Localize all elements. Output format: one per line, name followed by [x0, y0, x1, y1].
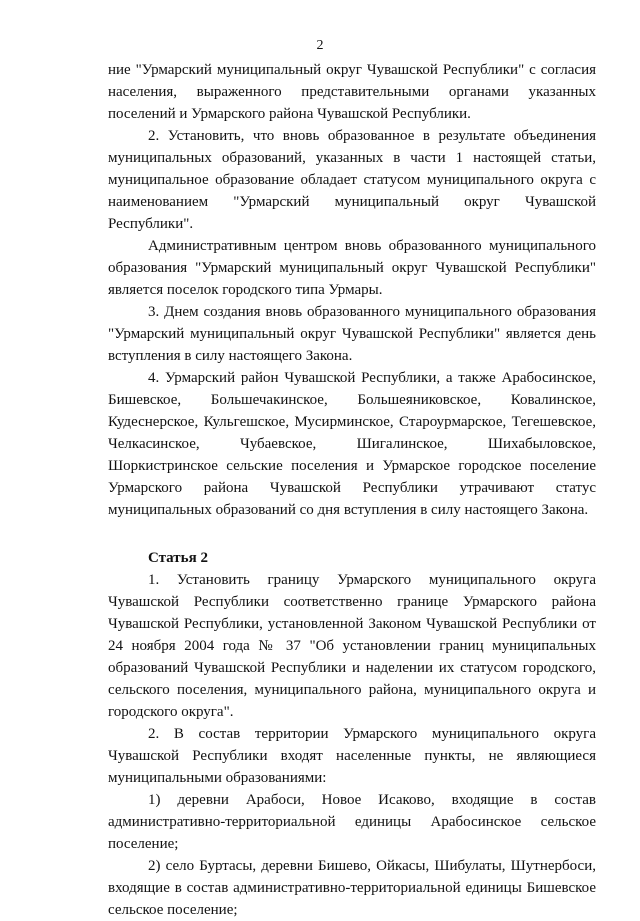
article-paragraph-2: 2. В состав территории Урмарского муниципального округа Чувашской Республики входят населенные пункты, не являющиеся муниципальными образованиями:	[108, 726, 596, 786]
article-list-item-2: 2) село Буртасы, деревни Бишево, Ойкасы, Шибулаты, Шутнербоси, входящие в состав административно-территориальной единицы Бишевское сельское поселение;	[108, 858, 596, 918]
document-body	[108, 59, 596, 921]
article-paragraph-1: 1. Установить границу Урмарского муниципального округа Чувашской Республики соответственно границе Урмарского района Чувашской Республики, установленной Законом Чувашской Республики от 24 ноября 2004 года № 37 "Об установлении границ муниципальных образований Чувашской Республики и наделении их статусом городского, сельского поселения, муниципального района, муниципального округа и городского округа".	[108, 572, 596, 720]
paragraph-clause-2: 2. Установить, что вновь образованное в результате объединения муниципальных образований, указанных в части 1 настоящей статьи, муниципальное образование обладает статусом муниципального округа с наименованием "Урмарский муниципальный округ Чувашской Республики".	[108, 128, 596, 232]
paragraph-continuation: ние "Урмарский муниципальный округ Чувашской Республики" с согласия населения, выраженного представительными органами указанных поселений и Урмарского района Чувашской Республики.	[108, 62, 596, 122]
paragraph-clause-4: 4. Урмарский район Чувашской Республики, а также Арабосинское, Бишевское, Большечакинское, Большеяниковское, Ковалинское, Кудеснерское, Кульгешское, Мусирминское, Староурмарское, Тегешевское, Челкасинское, Чубаевское, Шигалинское, Шихабыловское, Шоркистринское сельские поселения и Урмарское городское поселение Урмарского района Чувашской Республики утрачивают статус муниципальных образований со дня вступления в силу настоящего Закона.	[108, 370, 596, 518]
paragraph-admin-center: Административным центром вновь образованного муниципального образования "Урмарский муниципальный округ Чувашской Республики" является поселок городского типа Урмары.	[108, 238, 596, 298]
article-heading: Статья 2	[148, 550, 208, 566]
article-list-item-1: 1) деревни Арабоси, Новое Исаково, входящие в состав административно-территориальной единицы Арабосинское сельское поселение;	[108, 792, 596, 852]
page-number: 2	[316, 38, 324, 53]
paragraph-clause-3: 3. Днем создания вновь образованного муниципального образования "Урмарский муниципальный округ Чувашской Республики" является день вступления в силу настоящего Закона.	[108, 304, 596, 364]
